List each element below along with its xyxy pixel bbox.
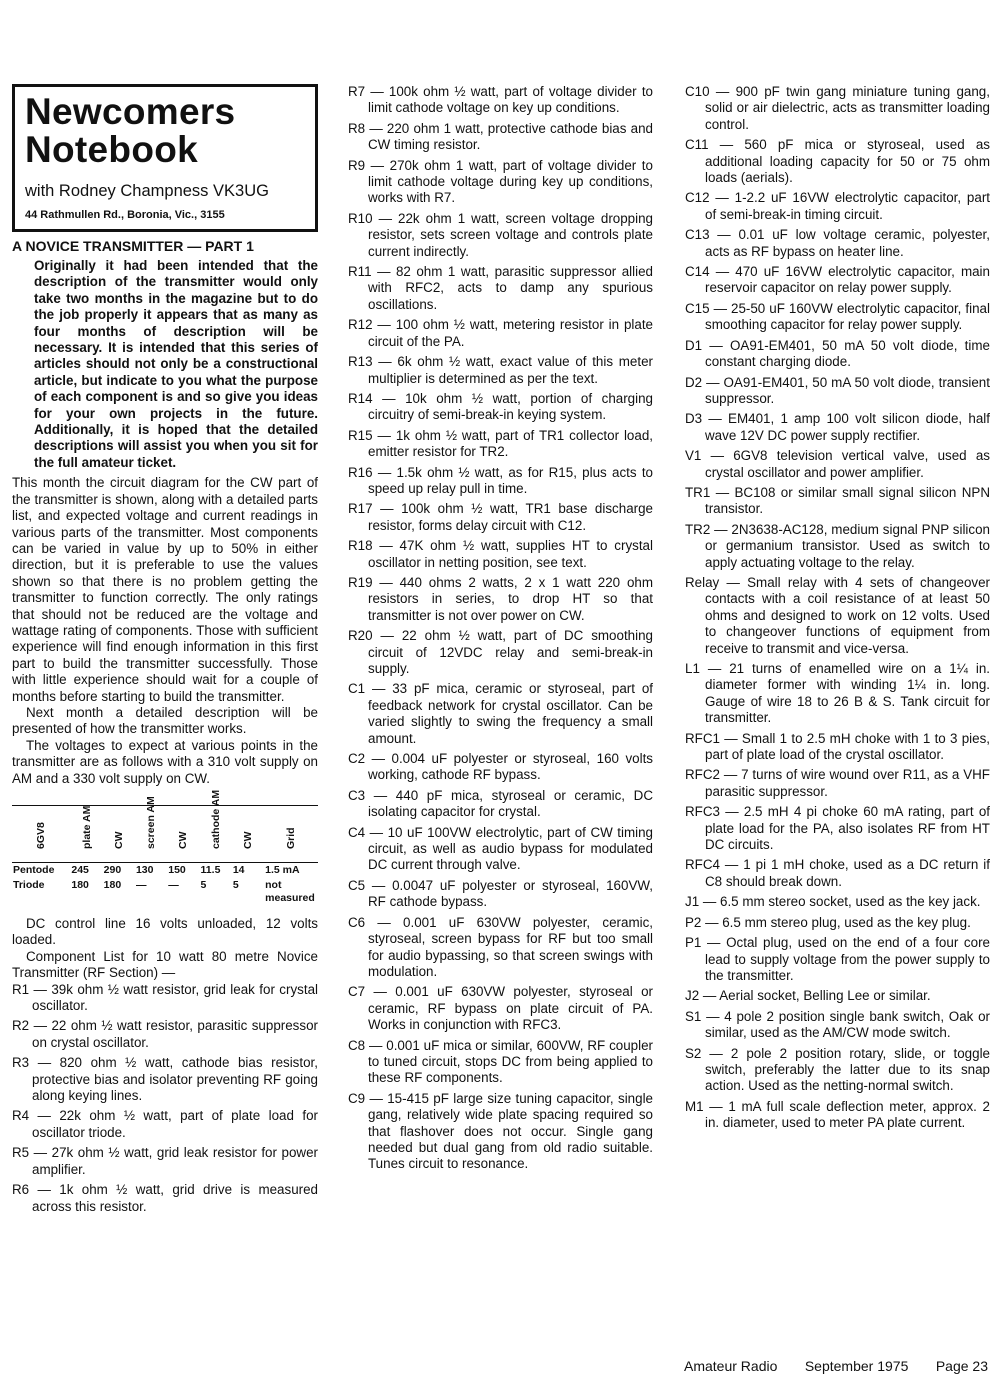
voltage-table-cell: 150: [168, 864, 186, 876]
component-ref: C2: [348, 751, 366, 767]
component-dash: —: [701, 1045, 731, 1061]
component-ref: R19: [348, 574, 373, 590]
component-ref: C12: [685, 190, 710, 206]
component-ref: R8: [348, 120, 366, 136]
voltage-table-header-cell: 6GV8: [12, 806, 70, 863]
component-entry: [685, 137, 990, 186]
component-description: 100k ohm ½ watt, part of voltage divider to limit cathode voltage on key up conditions.: [368, 84, 653, 116]
component-ref: L1: [685, 661, 700, 676]
component-description: 22 ohm ½ watt resistor, parasitic suppressor on crystal oscillator.: [32, 1018, 318, 1050]
voltage-table-header-cell: plate AM: [70, 806, 102, 863]
component-dash: —: [371, 264, 396, 280]
component-description: 900 pF twin gang miniature tuning gang, solid or air dielectric, acts as transmitter loading control.: [705, 84, 990, 132]
voltage-table-cell: —: [135, 879, 147, 891]
voltage-table-cell: 5: [200, 879, 207, 891]
article-paragraph-2: Next month a detailed description will be presented of how the transmitter works.: [12, 704, 318, 737]
component-entry: [685, 301, 990, 334]
component-dash: —: [719, 730, 742, 746]
component-ref: R5: [12, 1145, 30, 1161]
voltage-table-cell: 1.5 mA: [265, 864, 300, 876]
component-dash: —: [372, 538, 400, 554]
component-entry: [685, 190, 990, 223]
component-dash: —: [709, 84, 736, 99]
component-entry: [685, 804, 990, 853]
component-entry: [348, 681, 653, 747]
component-list-part-2: [348, 84, 653, 1173]
component-description: 1.5k ohm ½ watt, as for R15, plus acts to speed up relay pull in time.: [368, 464, 653, 496]
component-dash: —: [699, 894, 720, 910]
component-entry: [685, 264, 990, 297]
component-entry: [12, 1018, 318, 1051]
component-ref: C8: [348, 1037, 366, 1053]
component-description: EM401, 1 amp 100 volt silicon diode, half wave 12V DC power supply rectifier.: [705, 411, 990, 443]
component-entry: [685, 485, 990, 518]
component-entry: [348, 825, 653, 874]
component-dash: —: [29, 1145, 52, 1161]
component-ref: V1: [685, 448, 702, 464]
component-description: 440 ohms 2 watts, 2 x 1 watt 220 ohm resistors in series, to drop HT so that transmitter is not over power on CW.: [368, 574, 653, 623]
component-entry: [685, 575, 990, 657]
component-dash: —: [29, 1182, 60, 1198]
component-ref: R11: [348, 264, 372, 280]
component-entry: [348, 264, 653, 313]
component-entry: [12, 1108, 318, 1141]
component-entry: [348, 354, 653, 387]
footer-magazine: Amateur Radio: [684, 1358, 778, 1374]
component-ref: C10: [685, 84, 710, 99]
component-ref: P1: [685, 935, 702, 951]
component-description: 6.5 mm stereo plug, used as the key plug.: [722, 914, 971, 930]
component-description: 0.004 uF polyester or styroseal, 160 volts working, cathode RF bypass.: [368, 751, 653, 783]
component-entry: [12, 1182, 318, 1215]
component-description: 2 pole 2 position rotary, slide, or toggle switch, preferably the latter due to its snap action. Used as the netting-normal switch.: [705, 1045, 990, 1094]
voltage-table-cell: Pentode: [13, 864, 55, 876]
component-ref: R9: [348, 157, 366, 173]
column-1: [12, 84, 318, 1219]
article-paragraph-3: The voltages to expect at various points in the transmitter are as follows with a 310 volt supply on AM and a 330 volt supply on CW.: [12, 737, 318, 786]
article-heading: A NOVICE TRANSMITTER — PART 1: [12, 238, 254, 254]
component-entry: [348, 158, 653, 207]
component-ref: C14: [685, 264, 710, 280]
component-ref: R4: [12, 1108, 30, 1124]
component-ref: RFC2: [685, 767, 720, 783]
voltage-table-cell: 130: [135, 864, 154, 876]
component-description: 2N3638-AC128, medium signal PNP silicon or germanium transistor. Used as switch to apply actuating voltage to the relay.: [705, 521, 990, 570]
component-description: 6.5 mm stereo socket, used as the key jack.: [720, 894, 981, 910]
component-description: 22k ohm ½ watt, part of plate load for oscillator triode.: [32, 1108, 318, 1140]
component-ref: M1: [685, 1098, 704, 1114]
component-dash: —: [372, 464, 397, 480]
voltage-table-cell: 11.5: [200, 864, 221, 876]
component-dash: —: [365, 984, 396, 1000]
component-ref: R16: [348, 464, 373, 480]
component-description: 4 pole 2 position single bank switch, Oak or similar, used as the AM/CW mode switch.: [705, 1008, 990, 1041]
component-dash: —: [365, 914, 404, 930]
component-dash: —: [699, 661, 730, 676]
component-ref: RFC1: [685, 730, 720, 746]
component-ref: C11: [685, 137, 709, 153]
component-description: 1k ohm ½ watt, part of TR1 collector load, emitter resistor for TR2.: [368, 427, 653, 460]
component-dash: —: [372, 501, 402, 517]
component-dash: —: [365, 824, 388, 840]
component-entry: [348, 428, 653, 461]
component-ref: J1: [685, 894, 700, 910]
component-entry: [348, 84, 653, 117]
component-ref: R13: [348, 354, 373, 370]
component-description: 2.5 mH 4 pi choke 60 mA rating, part of plate load for the PA, also isolates RF from HT DC circuits.: [705, 804, 990, 853]
component-entry: [685, 661, 990, 727]
component-description: 82 ohm 1 watt, parasitic suppressor allied with RFC2, acts to damp any spurious oscillations.: [368, 264, 653, 312]
article-paragraph-4: DC control line 16 volts unloaded, 12 volts loaded.: [12, 916, 318, 948]
component-dash: —: [719, 574, 748, 590]
component-entry: [12, 982, 318, 1015]
article-paragraph-5: Component List for 10 watt 80 metre Novice Transmitter (RF Section) —: [12, 948, 318, 981]
component-entry: [348, 501, 653, 534]
component-ref: C15: [685, 300, 710, 316]
component-description: 440 pF mica, styroseal or ceramic, DC isolating capacitor for crystal.: [368, 787, 653, 820]
component-dash: —: [372, 628, 402, 644]
voltage-table-cell: 290: [103, 864, 122, 876]
component-description: 15-415 pF large size tuning capacitor, single gang, relatively wide plate spacing required so that flashover does not occur. Single gang needed but dual gang from old radio suitable. Tunes circuit to resonance.: [368, 1090, 653, 1172]
component-description: 1-2.2 uF 16VW electrolytic capacitor, part of semi-break-in timing circuit.: [705, 190, 990, 222]
component-dash: —: [702, 337, 730, 353]
component-dash: —: [372, 210, 399, 226]
component-description: 6GV8 television vertical valve, used as crystal oscillator and power amplifier.: [705, 448, 990, 480]
component-ref: C13: [685, 227, 710, 243]
component-entry: [348, 628, 653, 677]
author-byline: with Rodney Champness VK3UG: [25, 182, 269, 200]
component-ref: R3: [12, 1055, 30, 1071]
voltage-table-header-cell: CW: [103, 806, 135, 863]
component-dash: —: [701, 935, 727, 951]
component-entry: [685, 988, 990, 1004]
voltage-table-header-row: [12, 806, 318, 863]
voltage-table-header-cell: CW: [232, 806, 264, 863]
component-entry: [12, 1055, 318, 1104]
voltage-table-cell: 180: [71, 879, 89, 891]
component-entry: [685, 857, 990, 890]
footer-page-number: Page 23: [935, 1358, 988, 1374]
component-dash: —: [709, 264, 736, 280]
component-description: 47K ohm ½ watt, supplies HT to crystal oscillator in netting position, see text.: [368, 538, 653, 570]
component-entry: [12, 1145, 318, 1178]
voltage-table: [12, 789, 318, 906]
component-ref: C3: [348, 787, 366, 803]
component-entry: [348, 788, 653, 821]
component-ref: D2: [685, 374, 703, 390]
component-description: 1 pi 1 mH choke, used as a DC return if C8 should break down.: [705, 857, 990, 889]
component-dash: —: [365, 1090, 388, 1106]
component-dash: —: [365, 84, 389, 99]
component-dash: —: [702, 411, 729, 427]
component-description: 39k ohm ½ watt resistor, grid leak for crystal oscillator.: [32, 981, 318, 1014]
component-ref: TR2: [685, 521, 711, 537]
component-dash: —: [372, 574, 400, 590]
component-description: OA91-EM401, 50 mA 50 volt diode, time constant charging diode.: [705, 337, 990, 370]
component-dash: —: [719, 767, 742, 783]
column-title-line-2: Notebook: [25, 129, 199, 170]
component-ref: R6: [12, 1182, 30, 1198]
component-entry: [348, 391, 653, 424]
component-dash: —: [701, 448, 734, 464]
component-entry: [685, 448, 990, 481]
component-entry: [685, 731, 990, 764]
component-dash: —: [29, 1108, 60, 1124]
component-description: Octal plug, used on the end of a four core lead to supply voltage from the power supply to the transmitter.: [705, 935, 990, 983]
voltage-table-header-cell: screen AM: [135, 806, 167, 863]
component-dash: —: [719, 857, 744, 873]
component-description: 10k ohm ½ watt, portion of charging circuitry of semi-break-in keying system.: [368, 390, 653, 423]
component-description: Aerial socket, Belling Lee or similar.: [719, 988, 931, 1004]
component-dash: —: [365, 120, 387, 136]
component-ref: Relay: [685, 574, 720, 590]
component-dash: —: [29, 981, 52, 997]
voltage-table-cell: 14: [232, 864, 245, 876]
component-description: 27k ohm ½ watt, grid leak resistor for power amplifier.: [32, 1145, 318, 1177]
component-ref: R7: [348, 84, 366, 99]
component-description: OA91-EM401, 50 mA 50 volt diode, transient suppressor.: [705, 374, 990, 406]
component-description: 470 uF 16VW electrolytic capacitor, main reservoir capacitor on relay power supply.: [705, 264, 990, 296]
component-dash: —: [29, 1055, 60, 1071]
component-ref: RFC4: [685, 857, 720, 873]
component-entry: [685, 411, 990, 444]
component-description: 0.001 uF 630VW polyester, ceramic, styroseal, screen bypass for RF but too small for audio bypassing, so that screen swings with modulation.: [368, 914, 653, 979]
component-entry: [348, 1091, 653, 1173]
voltage-table-row: [12, 878, 318, 906]
component-dash: —: [702, 374, 724, 390]
component-description: 560 pF mica or styroseal, used as additional loading capacity for 50 or 75 ohm loads (aerials).: [705, 137, 990, 186]
component-dash: —: [372, 427, 396, 443]
component-entry: [348, 878, 653, 911]
component-description: 0.01 uF low voltage ceramic, polyester, acts as RF bypass on heater line.: [705, 227, 990, 259]
component-description: 21 turns of enamelled wire on a 1¼ in. diameter former with winding 1¼ in. long. Gauge of wire 18 to 26 B & S. Tank circuit for transmitter.: [705, 661, 990, 726]
component-entry: [685, 935, 990, 984]
component-description: 100 ohm ½ watt, metering resistor in plate circuit of the PA.: [368, 317, 653, 349]
component-ref: P2: [685, 914, 702, 930]
voltage-table-header-cell: Grid: [264, 806, 318, 863]
voltage-table-row: [12, 863, 318, 879]
component-entry: [348, 121, 653, 154]
component-dash: —: [365, 1037, 387, 1053]
component-ref: D3: [685, 411, 703, 427]
voltage-table-header-cell: cathode AM: [200, 806, 232, 863]
component-dash: —: [709, 190, 735, 206]
component-description: 1 mA full scale deflection meter, approx. 2 in. diameter, used to meter PA plate current.: [705, 1098, 990, 1131]
component-ref: R12: [348, 317, 373, 333]
component-dash: —: [710, 521, 732, 537]
component-description: Small 1 to 2.5 mH choke with 1 to 3 pies, part of plate load of the crystal oscillator.: [705, 730, 990, 763]
component-description: 0.001 uF 630VW polyester, styroseal or ceramic, RF bypass on plate circuit of PA. Works in conjunction with RFC3.: [368, 984, 653, 1033]
component-description: 0.001 uF mica or similar, 600VW, RF coupler to tuned circuit, stops DC from being applied to these RF components.: [368, 1037, 653, 1086]
component-description: 820 ohm ½ watt, cathode bias resistor, protective bias and isolator preventing RF going along keying lines.: [32, 1055, 318, 1104]
component-dash: —: [709, 300, 731, 316]
voltage-table-cell: 180: [103, 879, 122, 891]
component-entry: [348, 751, 653, 784]
component-dash: —: [703, 1098, 729, 1114]
component-description: 33 pF mica, ceramic or styroseal, part of feedback network for crystal oscillator. Can be varied slightly to swing the frequency a small amount.: [368, 681, 653, 746]
component-ref: R10: [348, 210, 373, 226]
component-description: 22k ohm 1 watt, screen voltage dropping resistor, sets screen voltage and controls plate current indirectly.: [368, 210, 653, 259]
component-list-part-3: [685, 84, 990, 1132]
component-description: 10 uF 100VW electrolytic, part of CW timing circuit, as well as audio bypass for modulated DC current through valve.: [368, 824, 653, 873]
component-dash: —: [365, 751, 392, 767]
component-dash: —: [365, 157, 390, 173]
component-entry: [348, 317, 653, 350]
component-ref: R18: [348, 538, 373, 554]
component-ref: R1: [12, 981, 30, 997]
component-ref: S1: [685, 1008, 702, 1024]
component-entry: [685, 1099, 990, 1132]
component-entry: [348, 538, 653, 571]
voltage-table-cell: 5: [232, 879, 239, 891]
component-entry: [348, 1038, 653, 1087]
component-entry: [348, 984, 653, 1033]
component-entry: [685, 915, 990, 931]
component-description: 22 ohm ½ watt, part of DC smoothing circuit of 12VDC relay and semi-break-in supply.: [368, 628, 653, 676]
component-list-part-1: [12, 982, 318, 1215]
component-description: 7 turns of wire wound over R11, as a VHF parasitic suppressor.: [705, 767, 990, 799]
component-ref: C1: [348, 681, 366, 697]
component-dash: —: [372, 317, 396, 333]
component-dash: —: [29, 1018, 52, 1034]
component-ref: R15: [348, 427, 373, 443]
voltage-table-cell: —: [168, 879, 179, 891]
component-description: Small relay with 4 sets of changeover contacts with a coil resistance of at least 50 ohms and designed to work on 12 volts. Used to changeover functions of equipment from receive to transmit and vice-versa.: [705, 574, 990, 656]
component-dash: —: [709, 227, 739, 243]
component-dash: —: [708, 137, 745, 153]
page-footer: [684, 1358, 988, 1374]
component-ref: C9: [348, 1090, 366, 1106]
component-entry: [685, 338, 990, 371]
component-entry: [685, 1046, 990, 1095]
component-description: 0.0047 uF polyester or styroseal, 160VW, RF cathode bypass.: [368, 877, 653, 910]
component-description: 25-50 uF 160VW electrolytic capacitor, final smoothing capacitor for relay power supply.: [705, 300, 990, 333]
component-entry: [348, 211, 653, 260]
component-entry: [685, 375, 990, 408]
component-entry: [348, 465, 653, 498]
component-entry: [685, 767, 990, 800]
component-ref: C6: [348, 914, 366, 930]
component-dash: —: [719, 804, 744, 820]
component-dash: —: [365, 787, 396, 803]
component-ref: C5: [348, 877, 366, 893]
footer-issue: September 1975: [804, 1358, 909, 1374]
component-dash: —: [701, 914, 723, 930]
component-dash: —: [372, 390, 406, 406]
component-dash: —: [699, 988, 720, 1004]
article-intro: Originally it had been intended that the description of the transmitter would only take two months in the magazine but to do the job properly it appears that as many as four months of description will be necessary. It is intended that this series of articles should not only be a constructional article, but indicate to you what the purpose of each component is and so give you ideas for your own projects in the future. Additionally, it is hoped that the detailed descriptions will assist you when you sit for the full amateur ticket.: [34, 258, 318, 470]
component-description: 1k ohm ½ watt, grid drive is measured across this resistor.: [32, 1182, 318, 1214]
component-entry: [348, 575, 653, 624]
voltage-table-cell: 245: [71, 864, 89, 876]
component-entry: [685, 894, 990, 910]
component-description: BC108 or similar small signal silicon NPN transistor.: [705, 484, 990, 517]
component-ref: C4: [348, 824, 366, 840]
component-entry: [685, 227, 990, 260]
author-address: 44 Rathmullen Rd., Boronia, Vic., 3155: [25, 209, 225, 221]
component-entry: [685, 522, 990, 571]
component-ref: C7: [348, 984, 366, 1000]
component-description: 270k ohm 1 watt, part of voltage divider to limit cathode voltage during key up conditions, works with R7.: [368, 157, 653, 206]
component-dash: —: [365, 877, 393, 893]
component-entry: [685, 84, 990, 133]
voltage-table-cell: Triode: [13, 879, 45, 891]
component-dash: —: [710, 484, 735, 500]
article-paragraph-1: This month the circuit diagram for the CW part of the transmitter is shown, along with a detailed parts list, and expected voltage and current readings in various parts of the transmitter. Most components can be varied in value by up to 50% in either direction, but it is preferable to use the values shown so that there is no problem getting the transmitter to function correctly. The only ratings that should not be reduced are the voltage and wattage rating of components. Those with sufficient experience will find enough information in this first part to build the transmitter successfully. Those with little experience should wait for a couple of months before starting to build the transmitter.: [12, 475, 318, 704]
component-ref: S2: [685, 1045, 702, 1061]
component-ref: R2: [12, 1018, 30, 1034]
component-dash: —: [701, 1008, 725, 1024]
component-entry: [685, 1009, 990, 1042]
voltage-table-header-cell: CW: [167, 806, 199, 863]
component-ref: TR1: [685, 484, 711, 500]
component-ref: RFC3: [685, 804, 720, 820]
component-dash: —: [365, 681, 393, 697]
component-ref: D1: [685, 337, 703, 353]
component-ref: J2: [685, 988, 700, 1004]
component-description: 100k ohm ½ watt, TR1 base discharge resistor, forms delay circuit with C12.: [368, 501, 653, 533]
component-description: 6k ohm ½ watt, exact value of this meter multiplier is determined as per the text.: [368, 354, 653, 386]
column-title-box: [12, 84, 318, 232]
component-dash: —: [372, 354, 398, 370]
component-entry: [348, 915, 653, 981]
component-ref: R17: [348, 501, 373, 517]
component-description: 220 ohm 1 watt, protective cathode bias and CW timing resistor.: [368, 120, 653, 153]
voltage-table-cell: not measured: [265, 879, 315, 904]
column-3: [685, 84, 990, 1136]
component-ref: R20: [348, 628, 373, 644]
column-2: [348, 84, 653, 1177]
component-ref: R14: [348, 390, 373, 406]
column-title-line-1: Newcomers: [25, 91, 236, 132]
